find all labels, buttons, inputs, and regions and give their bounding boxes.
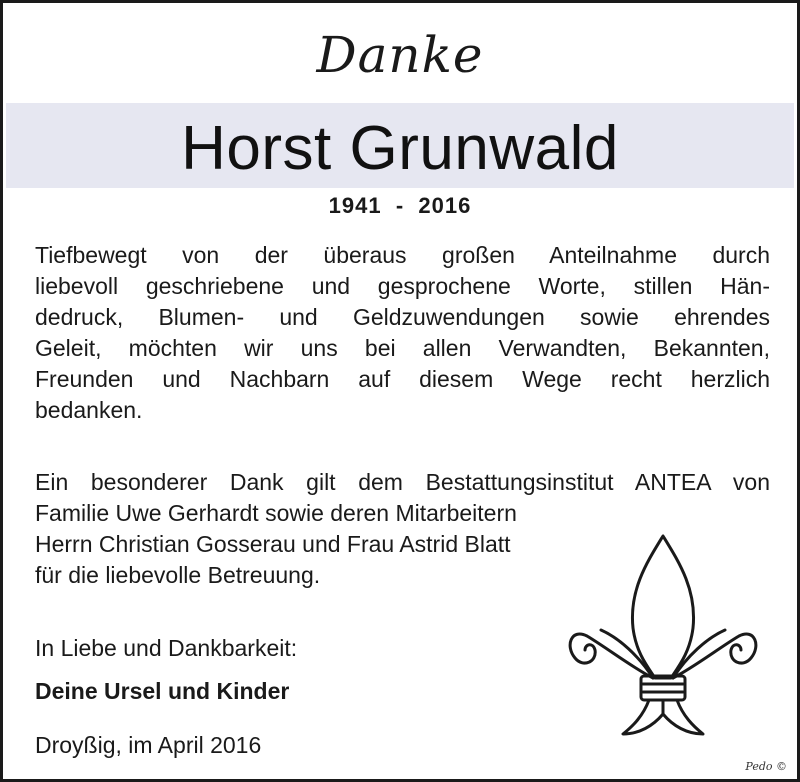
thanks-paragraph [35, 240, 770, 426]
special-thanks-line: Ein besonderer Dank gilt dem Bestattungsinstitut ANTEA von [35, 469, 770, 495]
closing-phrase: In Liebe und Dankbarkeit: [35, 635, 298, 661]
artist-signature: Pedo © [745, 760, 787, 773]
thanks-line: Freunden und Nachbarn auf diesem Wege recht herzlich [35, 366, 770, 392]
place-date: Droyßig, im April 2016 [35, 732, 262, 758]
special-thanks-line: Herrn Christian Gosserau und Frau Astrid Blatt [35, 531, 511, 557]
special-thanks-line: für die liebevolle Betreuung. [35, 562, 321, 588]
thanks-line: Geleit, möchten wir uns bei allen Verwandten, Bekannten, [35, 335, 770, 361]
thanks-line: Tiefbewegt von der überaus großen Anteilnahme durch [35, 242, 770, 268]
deceased-name: Horst Grunwald [181, 114, 619, 183]
fleur-de-lis-icon [563, 528, 763, 748]
heading-danke: Danke [316, 26, 484, 84]
thanks-line: bedanken. [35, 397, 143, 423]
thanks-line: liebevoll geschriebene und gesprochene Worte, stillen Hän- [35, 273, 770, 299]
thanks-line: dedruck, Blumen- und Geldzuwendungen sowie ehrendes [35, 304, 770, 330]
signers: Deine Ursel und Kinder [35, 678, 290, 704]
special-thanks-line: Familie Uwe Gerhardt sowie deren Mitarbeitern [35, 500, 517, 526]
life-dates: 1941 - 2016 [328, 193, 472, 218]
